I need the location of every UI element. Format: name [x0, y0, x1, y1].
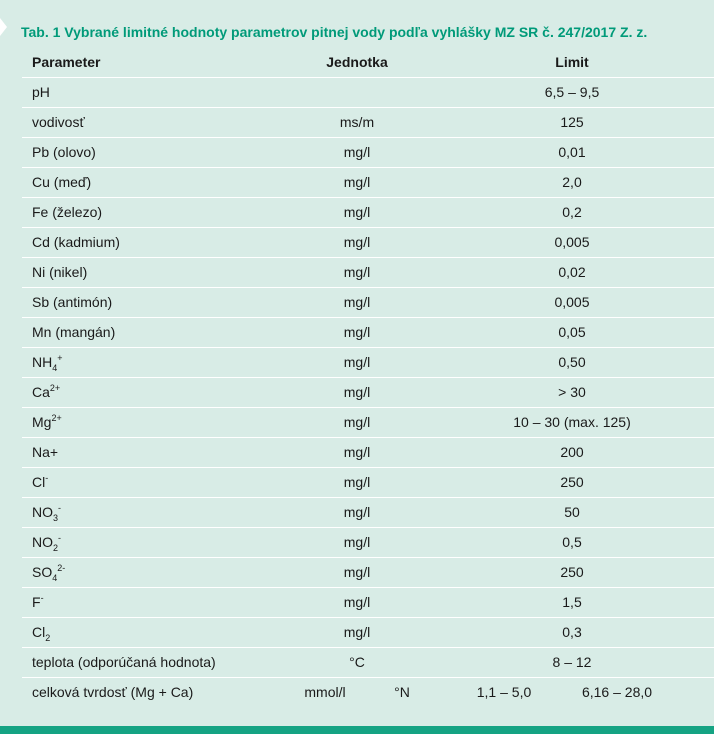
param-name: NO: [32, 504, 53, 520]
row-limit: 250: [560, 564, 584, 580]
table-row: [22, 498, 714, 528]
row-parameter: [32, 108, 85, 137]
row-unit: mg/l: [343, 414, 371, 430]
row-limit: 0,01: [558, 144, 586, 160]
table-row: [22, 558, 714, 588]
row-limit-mmol: 1,1 – 5,0: [476, 684, 532, 700]
row-unit: mg/l: [343, 354, 371, 370]
row-parameter: [32, 78, 50, 107]
param-name: Sb (antimón): [32, 294, 113, 310]
header-parameter: Parameter: [32, 54, 101, 70]
row-parameter: [32, 498, 61, 527]
row-unit: mg/l: [343, 234, 371, 250]
table-row: [22, 438, 714, 468]
row-unit: [252, 78, 462, 107]
table-header-row: [22, 48, 714, 78]
caption-marker: [0, 18, 7, 36]
row-parameter: [32, 288, 112, 317]
table-row: [22, 618, 714, 648]
limits-table: [22, 48, 714, 708]
table-row-hardness: [22, 678, 714, 708]
table-row: [22, 78, 714, 108]
row-parameter: [32, 348, 63, 377]
table-row: [22, 348, 714, 378]
param-name: Cu (meď): [32, 174, 92, 190]
table-row: [22, 318, 714, 348]
row-limit: 0,2: [562, 204, 582, 220]
param-name: NH: [32, 354, 53, 370]
row-unit: mg/l: [343, 174, 371, 190]
row-limit: 6,5 – 9,5: [544, 84, 600, 100]
param-name: pH: [32, 84, 50, 100]
param-name: Ca: [32, 384, 50, 400]
row-limit: 8 – 12: [552, 654, 592, 670]
bottom-accent-bar: [0, 726, 714, 734]
table-row: [22, 258, 714, 288]
param-superscript: 2+: [49, 383, 61, 393]
param-superscript: -: [58, 533, 62, 543]
row-limit: 0,005: [554, 234, 590, 250]
param-name: Fe (železo): [32, 204, 103, 220]
param-subscript: 2: [53, 543, 59, 553]
param-name: Na+: [32, 444, 59, 460]
row-parameter: [32, 528, 61, 557]
table-row: [22, 648, 714, 678]
param-name: Cd (kadmium): [32, 234, 120, 250]
param-name: Cl: [32, 624, 46, 640]
param-superscript: +: [57, 353, 63, 363]
row-unit: mg/l: [343, 594, 371, 610]
row-limit: 250: [560, 474, 584, 490]
table-row: [22, 228, 714, 258]
param-name: vodivosť: [32, 114, 85, 130]
row-unit: mg/l: [343, 564, 371, 580]
param-subscript: 3: [53, 513, 59, 523]
row-parameter: [32, 198, 102, 227]
row-limit: 125: [560, 114, 584, 130]
row-limit: 0,005: [554, 294, 590, 310]
row-limit: 0,5: [562, 534, 582, 550]
row-unit: mg/l: [343, 324, 371, 340]
row-parameter: [32, 468, 48, 497]
row-limit: 1,5: [562, 594, 582, 610]
row-unit: mg/l: [343, 534, 371, 550]
row-unit: mg/l: [343, 444, 371, 460]
param-subscript: 4: [52, 363, 58, 373]
param-subscript: 2: [45, 633, 51, 643]
row-limit: > 30: [558, 384, 586, 400]
row-limit: 2,0: [562, 174, 582, 190]
table-row: [22, 198, 714, 228]
param-name: NO: [32, 534, 53, 550]
row-parameter: [32, 618, 50, 647]
row-unit-mmol: mmol/l: [304, 684, 346, 700]
header-unit: Jednotka: [326, 54, 388, 70]
param-superscript: 2-: [57, 563, 66, 573]
row-parameter: [32, 318, 115, 347]
row-parameter: [32, 408, 62, 437]
param-name: Pb (olovo): [32, 144, 96, 160]
table-row: [22, 378, 714, 408]
row-unit: mg/l: [343, 384, 371, 400]
row-parameter: [32, 558, 65, 587]
param-name: Cl: [32, 474, 46, 490]
table-row: [22, 528, 714, 558]
row-limit: 0,05: [558, 324, 586, 340]
header-limit: Limit: [555, 54, 589, 70]
table-row: [22, 588, 714, 618]
row-unit: mg/l: [343, 204, 371, 220]
table-row: [22, 468, 714, 498]
row-unit: mg/l: [343, 504, 371, 520]
row-unit: mg/l: [343, 474, 371, 490]
param-name: teplota (odporúčaná hodnota): [32, 654, 216, 670]
param-superscript: -: [58, 503, 62, 513]
param-superscript: -: [40, 593, 44, 603]
row-parameter: celková tvrdosť (Mg + Ca): [32, 684, 194, 700]
row-limit-degree: 6,16 – 28,0: [581, 684, 653, 700]
param-superscript: -: [45, 473, 49, 483]
param-name: F: [32, 594, 41, 610]
row-unit: mg/l: [343, 264, 371, 280]
row-unit: mg/l: [343, 144, 371, 160]
param-name: Ni (nikel): [32, 264, 88, 280]
row-parameter: [32, 438, 58, 467]
row-limit: 200: [560, 444, 584, 460]
table-caption: Tab. 1 Vybrané limitné hodnoty parametrov pitnej vody podľa vyhlášky MZ SR č. 247/2017 Z. z.: [21, 24, 648, 40]
table-row: [22, 138, 714, 168]
row-parameter: [32, 258, 87, 287]
row-unit: °C: [349, 654, 365, 670]
row-parameter: [32, 588, 44, 617]
table-row: [22, 168, 714, 198]
row-limit: 10 – 30 (max. 125): [513, 414, 631, 430]
param-name: SO: [32, 564, 53, 580]
row-parameter: [32, 138, 96, 167]
row-limit: 0,02: [558, 264, 586, 280]
row-limit: 0,3: [562, 624, 582, 640]
table-body: [22, 78, 714, 708]
row-unit: mg/l: [343, 294, 371, 310]
param-subscript: 4: [52, 573, 58, 583]
param-superscript: 2+: [51, 413, 62, 423]
row-unit: mg/l: [343, 624, 371, 640]
table-row: [22, 408, 714, 438]
row-limit: 50: [564, 504, 580, 520]
row-parameter: [32, 228, 120, 257]
row-limit: 0,50: [558, 354, 586, 370]
param-name: Mg: [32, 414, 52, 430]
row-unit-degree: °N: [394, 684, 410, 700]
row-unit: ms/m: [339, 114, 375, 130]
row-parameter: [32, 168, 91, 197]
row-parameter: [32, 378, 60, 407]
table-row: [22, 288, 714, 318]
table-row: [22, 108, 714, 138]
param-name: Mn (mangán): [32, 324, 116, 340]
row-parameter: [32, 648, 216, 677]
